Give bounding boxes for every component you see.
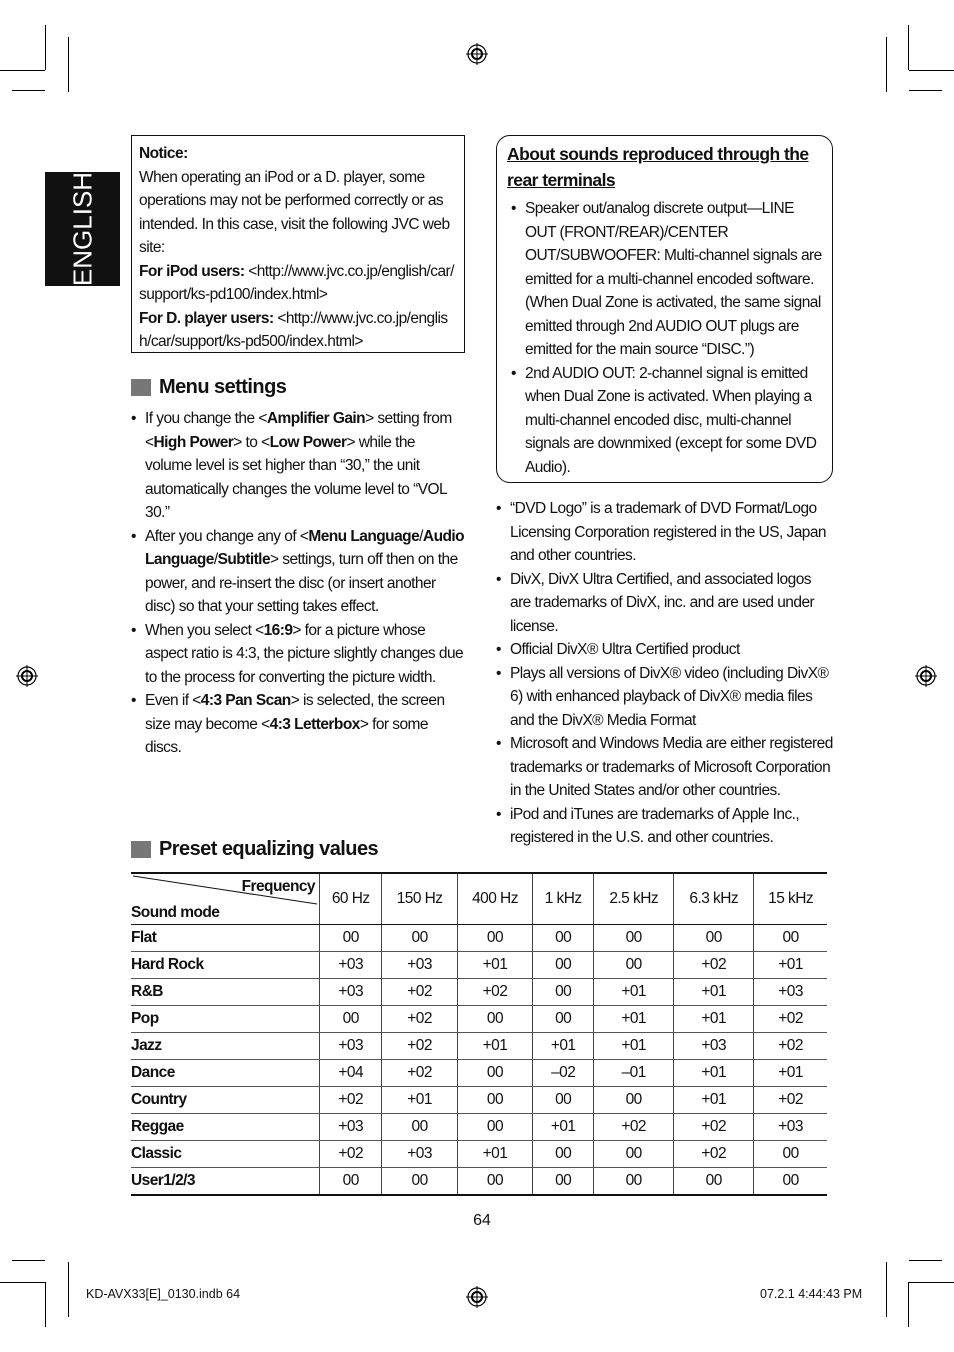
notice-dplayer	[139, 307, 457, 354]
eq-value-cell: 00	[594, 1141, 674, 1168]
eq-value-cell: +01	[382, 1087, 457, 1114]
crop-mark	[45, 25, 46, 70]
eq-value-cell: 00	[457, 1114, 532, 1141]
preset-eq-table	[131, 872, 827, 1196]
eq-value-cell: +01	[674, 1006, 754, 1033]
notice-ipod-url: <http://www.jvc.co.jp/english/car/support/ks-pd100/index.html>	[139, 262, 454, 303]
eq-value-cell: 00	[533, 925, 594, 952]
eq-value-cell: 00	[594, 952, 674, 979]
eq-value-cell: +02	[320, 1087, 382, 1114]
eq-value-cell: +02	[457, 979, 532, 1006]
item-text: > settings, turn off then on the power, and re-insert the disc (or insert another disc) so that your setting takes effect.	[145, 551, 458, 615]
eq-value-cell: +01	[457, 1033, 532, 1060]
language-tab-label: ENGLISH	[67, 171, 97, 287]
eq-value-cell: 00	[754, 925, 827, 952]
trademark-item: • Microsoft and Windows Media are either registered trademarks or trademarks of Microsoft Corporation in the United States and/or other countries.	[496, 732, 833, 803]
table-row	[131, 1033, 827, 1060]
eq-value-cell: 00	[754, 1141, 827, 1168]
sound-mode-cell: Classic	[131, 1141, 320, 1168]
eq-value-cell: +01	[457, 1141, 532, 1168]
table-row	[131, 1168, 827, 1196]
crop-mark	[12, 90, 45, 91]
setting-name: Menu Language	[308, 527, 420, 545]
rear-sounds-title	[507, 141, 822, 193]
eq-value-cell: 00	[533, 1006, 594, 1033]
section-square-icon	[131, 379, 151, 396]
table-row	[131, 925, 827, 952]
eq-value-cell: +02	[674, 1114, 754, 1141]
eq-value-cell: +03	[382, 952, 457, 979]
frequency-header: 6.3 kHz	[674, 873, 754, 925]
crop-mark	[909, 1282, 954, 1283]
section-square-icon	[131, 841, 151, 858]
preset-title: Preset equalizing values	[159, 838, 379, 860]
setting-name: Subtitle	[217, 551, 271, 568]
menu-settings-item	[131, 407, 465, 525]
page-number: 64	[473, 1212, 491, 1229]
sound-mode-cell: Country	[131, 1087, 320, 1114]
eq-value-cell: +03	[754, 979, 827, 1006]
eq-value-cell: +02	[320, 1141, 382, 1168]
eq-value-cell: +01	[674, 1087, 754, 1114]
eq-value-cell: +02	[754, 1033, 827, 1060]
table-row	[131, 979, 827, 1006]
item-text: > to <	[233, 433, 270, 451]
preset-heading	[131, 838, 378, 861]
eq-value-cell: 00	[320, 925, 382, 952]
eq-value-cell: 00	[533, 979, 594, 1006]
eq-value-cell: +01	[533, 1114, 594, 1141]
rear-sounds-item: • 2nd AUDIO OUT: 2-channel signal is emitted when Dual Zone is activated. When playing a multi-channel encoded disc, multi-channel signals are downmixed (except for some DVD Audio).	[511, 362, 822, 480]
eq-value-cell: 00	[594, 1087, 674, 1114]
eq-value-cell: +03	[320, 952, 382, 979]
eq-value-cell: +04	[320, 1060, 382, 1087]
notice-box	[131, 135, 465, 353]
table-row	[131, 952, 827, 979]
trademark-item: • “DVD Logo” is a trademark of DVD Format/Logo Licensing Corporation registered in the US, Japan and other countries.	[496, 497, 833, 568]
eq-value-cell: 00	[594, 1168, 674, 1196]
eq-value-cell: 00	[533, 1087, 594, 1114]
menu-settings-title: Menu settings	[159, 376, 287, 398]
eq-value-cell: +01	[674, 1060, 754, 1087]
crop-mark	[12, 1260, 45, 1261]
crop-mark	[0, 70, 45, 71]
notice-body: When operating an iPod or a D. player, some operations may not be performed correctly or as intended. In this case, visit the following JVC web site:	[139, 168, 450, 256]
notice-ipod-label: For iPod users:	[139, 262, 245, 280]
eq-value-cell: +02	[382, 1033, 457, 1060]
table-row	[131, 1141, 827, 1168]
item-text: /	[213, 551, 218, 568]
setting-name: Low Power	[269, 433, 347, 451]
crop-mark	[909, 90, 942, 91]
eq-value-cell: 00	[457, 1006, 532, 1033]
notice-heading: Notice:	[139, 145, 188, 162]
header-sound-mode: Sound mode	[131, 904, 220, 921]
setting-name: High Power	[153, 433, 234, 451]
eq-value-cell: +02	[754, 1087, 827, 1114]
crop-mark	[909, 1260, 942, 1261]
table-row	[131, 1087, 827, 1114]
rear-sounds-title-line2: rear terminals	[507, 170, 616, 190]
sound-mode-cell: Hard Rock	[131, 952, 320, 979]
language-tab	[45, 172, 120, 286]
footer-timestamp: 07.2.1 4:44:43 PM	[760, 1287, 863, 1301]
eq-value-cell: 00	[594, 925, 674, 952]
eq-value-cell: +01	[754, 1060, 827, 1087]
sound-mode-cell: Reggae	[131, 1114, 320, 1141]
eq-value-cell: +01	[457, 952, 532, 979]
setting-name: 4:3 Letterbox	[269, 715, 360, 733]
registration-mark-icon	[466, 43, 488, 65]
menu-settings-heading	[131, 376, 286, 399]
item-text: > while the volume level is set higher than “30,” the unit automatically changes the volume level to “VOL 30.”	[145, 433, 447, 521]
eq-value-cell: 00	[320, 1006, 382, 1033]
eq-value-cell: +02	[754, 1006, 827, 1033]
frequency-header: 400 Hz	[457, 873, 532, 925]
eq-value-cell: +01	[674, 979, 754, 1006]
eq-value-cell: –02	[533, 1060, 594, 1087]
table-corner-header	[131, 873, 320, 925]
sound-mode-cell: Flat	[131, 925, 320, 952]
eq-value-cell: +03	[754, 1114, 827, 1141]
rear-sounds-title-line1: About sounds reproduced through the	[507, 144, 809, 164]
eq-value-cell: –01	[594, 1060, 674, 1087]
sound-mode-cell: Dance	[131, 1060, 320, 1087]
table-header-row	[131, 873, 827, 925]
menu-settings-item	[131, 689, 465, 760]
table-row	[131, 1114, 827, 1141]
table-body	[131, 925, 827, 1196]
table-row	[131, 1060, 827, 1087]
setting-name: 4:3 Pan Scan	[200, 692, 291, 709]
rear-sounds-item: • Speaker out/analog discrete output—LINE OUT (FRONT/REAR)/CENTER OUT/SUBWOOFER: Multi-channel signals are emitted for a multi-channel encoded software. (When Dual Zone is activated, the same signal emitted through 2nd AUDIO OUT plugs are emitted for the main source “DISC.”)	[511, 197, 822, 362]
registration-mark-icon	[16, 665, 38, 687]
item-text: Even if <	[145, 692, 201, 709]
rear-sounds-box	[496, 135, 833, 483]
crop-mark	[908, 25, 909, 70]
item-text: > for a picture whose aspect ratio is 4:3, the picture slightly changes due to the process for converting the picture width.	[145, 621, 464, 686]
eq-value-cell: 00	[457, 1087, 532, 1114]
eq-value-cell: +02	[674, 1141, 754, 1168]
crop-mark	[908, 1282, 909, 1327]
footer-file: KD-AVX33[E]_0130.indb 64	[86, 1287, 241, 1301]
eq-value-cell: +01	[594, 1033, 674, 1060]
trademark-item: • DivX, DivX Ultra Certified, and associated logos are trademarks of DivX, inc. and are used under license.	[496, 568, 833, 639]
sound-mode-cell: Pop	[131, 1006, 320, 1033]
trademark-item: • Plays all versions of DivX® video (including DivX® 6) with enhanced playback of DivX® media files and the DivX® Media Format	[496, 662, 833, 733]
eq-value-cell: 00	[533, 1168, 594, 1196]
eq-value-cell: +02	[382, 1006, 457, 1033]
menu-settings-list	[131, 407, 465, 760]
sound-mode-cell: User1/2/3	[131, 1168, 320, 1196]
item-text: After you change any of <	[145, 527, 309, 545]
frequency-header: 150 Hz	[382, 873, 457, 925]
eq-value-cell: +03	[382, 1141, 457, 1168]
eq-value-cell: +02	[594, 1114, 674, 1141]
header-frequency: Frequency	[241, 878, 315, 895]
item-text: When you select <	[145, 621, 264, 639]
sound-mode-cell: R&B	[131, 979, 320, 1006]
trademark-item: • Official DivX® Ultra Certified product	[496, 638, 833, 662]
eq-value-cell: 00	[382, 1168, 457, 1196]
rear-sounds-list	[511, 197, 822, 479]
eq-value-cell: +03	[320, 979, 382, 1006]
item-text: > setting from <	[145, 410, 452, 451]
crop-mark	[68, 37, 69, 92]
frequency-header: 60 Hz	[320, 873, 382, 925]
menu-settings-item	[131, 525, 465, 619]
setting-name: Amplifier Gain	[266, 410, 366, 427]
eq-value-cell: 00	[533, 1141, 594, 1168]
item-text: If you change the <	[145, 410, 267, 427]
crop-mark	[45, 1282, 46, 1327]
registration-mark-icon	[466, 1286, 488, 1308]
eq-value-cell: 00	[382, 1114, 457, 1141]
eq-value-cell: 00	[457, 925, 532, 952]
menu-settings-item	[131, 619, 465, 690]
frequency-header: 15 kHz	[754, 873, 827, 925]
notice-dplayer-label: For D. player users:	[139, 309, 274, 327]
trademark-item: • iPod and iTunes are trademarks of Apple Inc., registered in the U.S. and other countries.	[496, 803, 833, 850]
item-text: > for some discs.	[145, 715, 428, 756]
eq-value-cell: +02	[674, 952, 754, 979]
table-row	[131, 1006, 827, 1033]
trademark-list	[496, 497, 833, 850]
notice-dplayer-url: <http://www.jvc.co.jp/english/car/support/ks-pd500/index.html>	[139, 309, 448, 350]
eq-value-cell: 00	[457, 1168, 532, 1196]
frequency-header: 1 kHz	[533, 873, 594, 925]
sound-mode-cell: Jazz	[131, 1033, 320, 1060]
frequency-header: 2.5 kHz	[594, 873, 674, 925]
crop-mark	[886, 1262, 887, 1317]
item-text: /	[419, 527, 423, 545]
eq-value-cell: +02	[382, 979, 457, 1006]
eq-value-cell: 00	[320, 1168, 382, 1196]
crop-mark	[0, 1282, 45, 1283]
eq-value-cell: 00	[674, 925, 754, 952]
crop-mark	[909, 70, 954, 71]
eq-value-cell: 00	[533, 952, 594, 979]
eq-value-cell: +01	[594, 1006, 674, 1033]
eq-value-cell: 00	[674, 1168, 754, 1196]
eq-value-cell: +03	[674, 1033, 754, 1060]
eq-value-cell: +03	[320, 1033, 382, 1060]
notice-ipod	[139, 260, 457, 307]
crop-mark	[68, 1262, 69, 1317]
registration-mark-icon	[915, 665, 937, 687]
item-text: > is selected, the screen size may become <	[145, 692, 445, 733]
crop-mark	[886, 37, 887, 92]
eq-value-cell: +03	[320, 1114, 382, 1141]
eq-value-cell: +01	[754, 952, 827, 979]
eq-value-cell: +01	[533, 1033, 594, 1060]
eq-value-cell: 00	[754, 1168, 827, 1196]
eq-value-cell: +02	[382, 1060, 457, 1087]
setting-name: Audio Language	[145, 527, 465, 568]
eq-value-cell: +01	[594, 979, 674, 1006]
eq-value-cell: 00	[382, 925, 457, 952]
eq-value-cell: 00	[457, 1060, 532, 1087]
setting-name: 16:9	[263, 621, 293, 639]
